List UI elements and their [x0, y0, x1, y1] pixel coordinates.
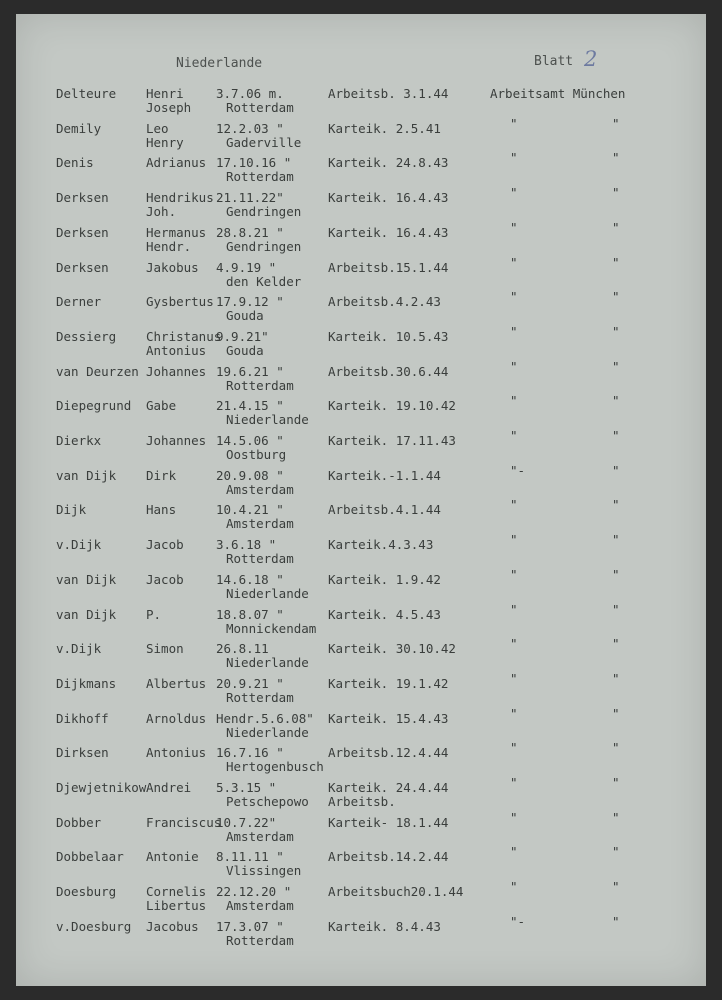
entry-birth-date: 17.9.12 ": [216, 294, 284, 310]
document-sheet: [16, 14, 706, 986]
entry-birth-date: 20.9.08 ": [216, 467, 284, 483]
entry-surname: v.Doesburg: [56, 918, 132, 934]
entry-birth-place: Gendringen: [226, 238, 302, 254]
entry-source: Arbeitsb.4.2.43: [328, 294, 441, 310]
entry-birth-date: 17.10.16 ": [216, 155, 292, 171]
entry-given-name: Dirk: [146, 467, 177, 483]
entry-given-name: Johannes: [146, 363, 207, 379]
entry-surname: van Deurzen: [56, 363, 139, 379]
list-item: [16, 705, 706, 749]
entry-birth-place: Amsterdam: [226, 516, 294, 532]
entry-ditto-mark: ": [510, 358, 518, 374]
list-item: [16, 809, 706, 853]
entry-source: Karteik. 30.10.42: [328, 641, 456, 657]
entry-given-name: Antonie: [146, 849, 199, 865]
entry-given-name: P.: [146, 606, 162, 622]
entry-ditto-mark: ": [612, 705, 620, 721]
list-item: [16, 254, 706, 298]
entry-birth-date: 10.4.21 ": [216, 502, 284, 518]
entry-source: Karteik. 2.5.41: [328, 120, 441, 136]
entry-given-name: Johannes: [146, 433, 207, 448]
entry-ditto-mark: ": [510, 219, 518, 235]
entry-birth-date: 21.11.22": [216, 190, 284, 206]
entry-surname: van Dijk: [56, 571, 117, 587]
entry-surname: Dijk: [56, 502, 87, 518]
entry-birth-place: Rotterdam: [226, 377, 294, 393]
entry-ditto-mark: ": [510, 185, 518, 201]
entry-ditto-mark: ": [510, 532, 518, 548]
entry-surname: v.Dijk: [56, 641, 102, 657]
list-item: [16, 150, 706, 193]
list-item: [16, 185, 706, 228]
entry-given-name: Andrei: [146, 780, 192, 795]
entry-source: Karteik. 17.11.43: [328, 433, 456, 448]
entry-surname: Djewjetnikow: [56, 780, 147, 795]
entry-source: Karteik. 16.4.43: [328, 224, 449, 240]
entry-ditto-mark: ": [510, 323, 518, 339]
entry-given-name: Adrianus: [146, 155, 207, 171]
entry-birth-place: Niederlande: [226, 585, 309, 601]
entry-ditto-mark: ": [612, 879, 620, 895]
entry-ditto-mark: ": [510, 289, 518, 305]
entry-ditto-mark: ": [510, 428, 518, 443]
list-item: [16, 358, 706, 402]
entry-surname: Doesburg: [56, 884, 117, 900]
entry-given-name: Cornelis: [146, 884, 207, 900]
entry-source: Karteik. 24.4.44: [328, 780, 449, 795]
entry-birth-date: 14.5.06 ": [216, 433, 284, 448]
entry-given-name: Christanus: [146, 328, 222, 344]
entry-given-name: Jacob: [146, 571, 184, 587]
entry-ditto-mark: ": [510, 254, 518, 270]
list-item: [16, 740, 706, 783]
list-item: [16, 323, 706, 367]
entry-birth-date: 22.12.20 ": [216, 884, 292, 900]
entry-ditto-mark: ": [612, 844, 620, 860]
entry-given-name: Jacob: [146, 537, 184, 553]
entry-source: Arbeitsb.12.4.44: [328, 745, 449, 761]
entry-surname: Delteure: [56, 86, 117, 101]
entry-ditto-mark: ": [612, 775, 620, 790]
entry-given-name: Hermanus: [146, 224, 207, 240]
entry-surname: Dierkx: [56, 433, 102, 448]
entry-surname: Denis: [56, 155, 94, 171]
entry-source: Arbeitsb.30.6.44: [328, 363, 449, 379]
list-item: [16, 462, 706, 506]
entry-ditto-mark: ": [612, 740, 620, 756]
entry-source: Arbeitsb. 3.1.44: [328, 86, 449, 101]
entry-birth-place: Niederlande: [226, 655, 309, 671]
entry-ditto-mark: ": [612, 428, 620, 443]
list-item: [16, 428, 706, 471]
entry-birth-place: Rotterdam: [226, 100, 294, 115]
entry-source: Arbeitsbuch20.1.44: [328, 884, 464, 900]
entry-birth-place: Petschepowo: [226, 794, 309, 809]
entry-surname: Dikhoff: [56, 710, 109, 726]
entry-given-name: Simon: [146, 641, 184, 657]
entry-given-name: Franciscus: [146, 814, 222, 830]
entry-ditto-mark: ": [510, 636, 518, 652]
entry-birth-place: Amsterdam: [226, 828, 294, 844]
entry-surname: Dirksen: [56, 745, 109, 761]
list-item: [16, 219, 706, 263]
list-item: [16, 497, 706, 540]
entry-ditto-mark: ": [612, 913, 620, 929]
entry-given-name: Henri: [146, 86, 184, 101]
list-title: Niederlande: [176, 56, 263, 71]
entry-ditto-mark: ": [612, 185, 620, 201]
entry-source: Karteik. 16.4.43: [328, 190, 449, 206]
entry-given-name: Hans: [146, 502, 177, 518]
entry-birth-date: 21.4.15 ": [216, 398, 284, 414]
entry-surname: van Dijk: [56, 467, 117, 483]
entry-birth-place: Rotterdam: [226, 551, 294, 567]
entry-ditto-mark: ": [612, 115, 620, 131]
entry-birth-place: Gendringen: [226, 204, 302, 220]
entry-birth-date: 9.9.21": [216, 328, 269, 344]
entry-ditto-mark: ": [510, 393, 518, 409]
list-item: [16, 636, 706, 679]
list-item: [16, 289, 706, 332]
sheet-label: Blatt: [534, 54, 574, 69]
entry-birth-place: Monnickendam: [226, 620, 317, 636]
entry-birth-place: Rotterdam: [226, 169, 294, 185]
entry-source: Karteik. 24.8.43: [328, 155, 449, 171]
entry-birth-place: Niederlande: [226, 412, 309, 428]
entry-birth-place: Gouda: [226, 308, 264, 324]
entry-birth-place: den Kelder: [226, 273, 302, 289]
sheet-number-handwritten: 2: [584, 47, 598, 71]
entry-birth-date: 19.6.21 ": [216, 363, 284, 379]
entry-surname: Dijkmans: [56, 675, 117, 691]
entry-ditto-mark: ": [612, 809, 620, 825]
list-item: [16, 670, 706, 714]
entry-source-note: Arbeitsb.: [328, 794, 396, 809]
entry-ditto-mark: ": [612, 358, 620, 374]
entry-birth-place: Oostburg: [226, 447, 287, 462]
entry-second-given-name: Libertus: [146, 898, 207, 914]
entry-ditto-mark: ": [510, 705, 518, 721]
entry-surname: Derksen: [56, 224, 109, 240]
list-item: [16, 566, 706, 610]
entry-ditto-mark: ": [612, 150, 620, 166]
entry-surname: Demily: [56, 120, 102, 136]
entry-birth-date: 3.6.18 ": [216, 537, 277, 553]
entry-given-name: Jakobus: [146, 259, 199, 275]
entry-office: Arbeitsamt München: [490, 86, 626, 101]
entry-birth-date: 4.9.19 ": [216, 259, 277, 275]
list-item: [16, 532, 706, 575]
entry-source: Arbeitsb.14.2.44: [328, 849, 449, 865]
list-item: [16, 601, 706, 645]
entry-source: Karteik- 18.1.44: [328, 814, 449, 830]
entry-ditto-mark: ": [510, 150, 518, 166]
entry-ditto-mark: "-: [510, 913, 526, 929]
entry-birth-place: Gouda: [226, 342, 264, 358]
entry-ditto-mark: ": [612, 670, 620, 686]
entry-source: Karteik. 19.10.42: [328, 398, 456, 414]
entry-birth-date: 14.6.18 ": [216, 571, 284, 587]
entry-birth-place: Rotterdam: [226, 689, 294, 705]
entry-second-given-name: Joseph: [146, 100, 192, 115]
entry-given-name: Gabe: [146, 398, 177, 414]
entry-source: Karteik.-1.1.44: [328, 467, 441, 483]
entry-ditto-mark: ": [612, 497, 620, 513]
entry-ditto-mark: ": [612, 254, 620, 270]
entry-birth-date: 17.3.07 ": [216, 918, 284, 934]
entry-ditto-mark: ": [510, 670, 518, 686]
entry-ditto-mark: ": [510, 844, 518, 860]
list-item: [16, 115, 706, 159]
entry-birth-date: 20.9.21 ": [216, 675, 284, 691]
entry-given-name: Gysbertus: [146, 294, 214, 310]
entry-source: Karteik.4.3.43: [328, 537, 434, 553]
entry-source: Arbeitsb.4.1.44: [328, 502, 441, 518]
entry-ditto-mark: ": [510, 566, 518, 582]
entry-second-given-name: Hendr.: [146, 238, 192, 254]
entry-birth-date: 8.11.11 ": [216, 849, 284, 865]
entry-birth-date: 26.8.11: [216, 641, 269, 657]
entry-ditto-mark: ": [612, 219, 620, 235]
entry-ditto-mark: "-: [510, 462, 526, 478]
entry-ditto-mark: ": [612, 636, 620, 652]
entry-birth-place: Amsterdam: [226, 481, 294, 497]
entry-birth-place: Amsterdam: [226, 898, 294, 914]
entry-source: Karteik. 15.4.43: [328, 710, 449, 726]
entry-given-name: Jacobus: [146, 918, 199, 934]
entry-surname: Derksen: [56, 259, 109, 275]
entry-ditto-mark: ": [510, 879, 518, 895]
entry-birth-place: Niederlande: [226, 724, 309, 740]
entry-source: Karteik. 19.1.42: [328, 675, 449, 691]
entry-birth-date: 28.8.21 ": [216, 224, 284, 240]
entry-ditto-mark: ": [612, 566, 620, 582]
entry-given-name: Antonius: [146, 745, 207, 761]
entry-surname: van Dijk: [56, 606, 117, 622]
entry-second-given-name: Joh.: [146, 204, 177, 220]
entry-second-given-name: Antonius: [146, 342, 207, 358]
entry-ditto-mark: ": [510, 740, 518, 756]
entry-source: Karteik. 8.4.43: [328, 918, 441, 934]
entry-ditto-mark: ": [612, 393, 620, 409]
entry-ditto-mark: ": [510, 809, 518, 825]
list-item: [16, 775, 706, 818]
entry-birth-date: Hendr.5.6.08": [216, 710, 314, 726]
entry-birth-date: 12.2.03 ": [216, 120, 284, 136]
entry-surname: Diepegrund: [56, 398, 132, 414]
entry-birth-place: Hertogenbusch: [226, 759, 324, 775]
entry-given-name: Albertus: [146, 675, 207, 691]
list-item: [16, 393, 706, 436]
entry-surname: Derner: [56, 294, 102, 310]
entry-surname: Dessierg: [56, 328, 117, 344]
entry-ditto-mark: ": [612, 289, 620, 305]
entry-birth-date: 16.7.16 ": [216, 745, 284, 761]
entry-second-given-name: Henry: [146, 134, 184, 150]
entry-birth-date: 10.7.22": [216, 814, 277, 830]
entry-birth-place: Gaderville: [226, 134, 302, 150]
list-item: [16, 879, 706, 922]
entry-surname: Dobber: [56, 814, 102, 830]
entry-given-name: Leo: [146, 120, 169, 136]
entry-ditto-mark: ": [510, 497, 518, 513]
list-item: [16, 913, 706, 957]
entry-surname: Dobbelaar: [56, 849, 124, 865]
entry-surname: Derksen: [56, 190, 109, 206]
entry-source: Karteik. 4.5.43: [328, 606, 441, 622]
entry-ditto-mark: ": [612, 532, 620, 548]
entry-source: Arbeitsb.15.1.44: [328, 259, 449, 275]
entry-given-name: Hendrikus: [146, 190, 214, 206]
entry-source: Karteik. 10.5.43: [328, 328, 449, 344]
list-item: [16, 844, 706, 887]
entry-ditto-mark: ": [510, 601, 518, 617]
entry-birth-date: 3.7.06 m.: [216, 86, 284, 101]
entry-birth-place: Rotterdam: [226, 932, 294, 948]
entry-given-name: Arnoldus: [146, 710, 207, 726]
entry-ditto-mark: ": [612, 323, 620, 339]
entry-birth-place: Vlissingen: [226, 863, 302, 879]
entry-ditto-mark: ": [510, 115, 518, 131]
entry-birth-date: 18.8.07 ": [216, 606, 284, 622]
entry-surname: v.Dijk: [56, 537, 102, 553]
list-item: [16, 86, 706, 124]
entry-ditto-mark: ": [612, 462, 620, 478]
entry-ditto-mark: ": [612, 601, 620, 617]
entry-source: Karteik. 1.9.42: [328, 571, 441, 587]
entry-birth-date: 5.3.15 ": [216, 780, 277, 795]
entry-ditto-mark: ": [510, 775, 518, 790]
